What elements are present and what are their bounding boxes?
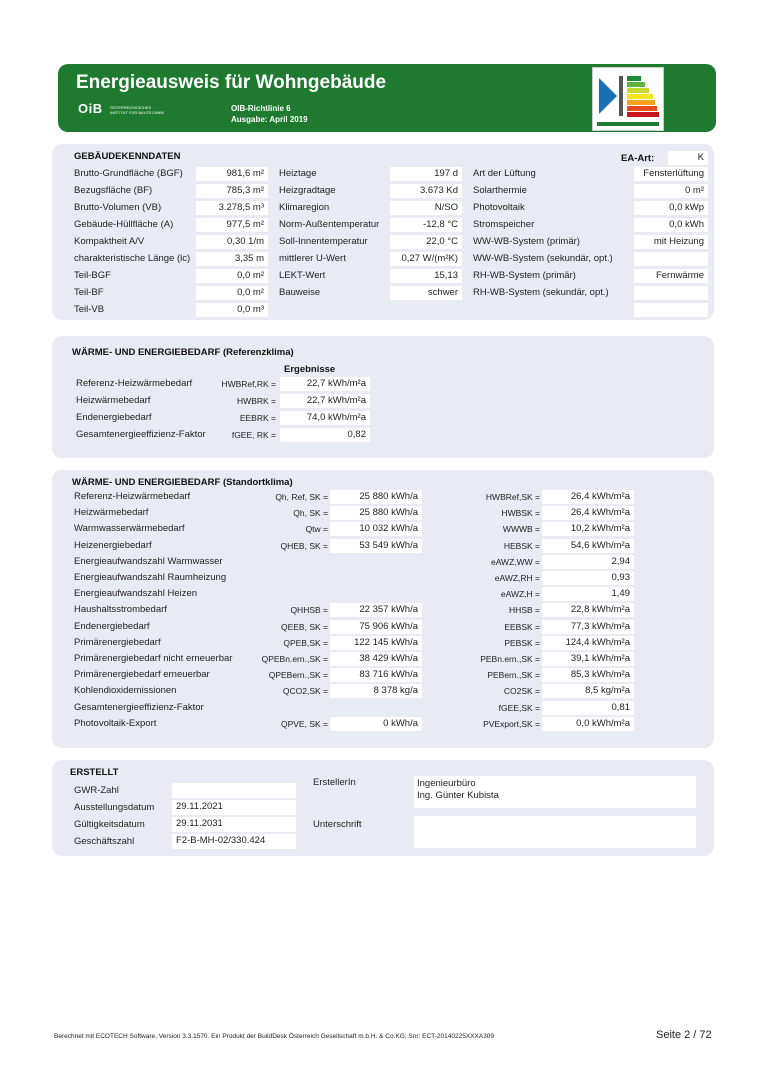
site-row-value-total: 75 906 kWh/a — [330, 620, 422, 634]
created-row-value: 29.11.2031 — [172, 817, 296, 832]
climate-field-label: Heiztage — [279, 168, 317, 179]
site-row-value-specific: 0,0 kWh/m²a — [542, 717, 634, 731]
site-row-value-total: 122 145 kWh/a — [330, 636, 422, 650]
site-row-value-specific: 2,94 — [542, 555, 634, 569]
climate-field-value: schwer — [390, 286, 462, 300]
reference-row-value: 22,7 kWh/m²a — [280, 394, 370, 408]
issuer-line-1: Ingenieurbüro — [417, 778, 476, 789]
climate-field-label: Soll-Innentemperatur — [279, 236, 368, 247]
building-field-label: Kompaktheit A/V — [74, 236, 145, 247]
system-field-label: Photovoltaik — [473, 202, 525, 213]
site-row-symbol-specific: HHSB = — [509, 605, 540, 616]
site-row-symbol-total: QHEB, SK = — [280, 540, 328, 551]
site-row-value-specific: 0,93 — [542, 571, 634, 585]
site-row-value-specific: 0,81 — [542, 701, 634, 715]
site-row-label: Primärenergiebedarf — [74, 636, 161, 648]
site-row-value-total: 8 378 kg/a — [330, 684, 422, 698]
system-field-label: RH-WB-System (sekundär, opt.) — [473, 287, 609, 298]
building-data-title: GEBÄUDEKENNDATEN — [74, 151, 181, 162]
site-row-label: Haushaltsstrombedarf — [74, 604, 167, 616]
system-field-label: Solarthermie — [473, 185, 527, 196]
climate-field-value: N/SO — [390, 201, 462, 215]
site-row-symbol-total: QCO2,SK = — [282, 686, 328, 697]
site-row-symbol-total: QPVE, SK = — [280, 718, 328, 729]
site-row-label: Warmwasserwärmebedarf — [74, 523, 185, 535]
site-row-label: Energieaufwandszahl Heizen — [74, 588, 198, 600]
site-row-value-specific: 26,4 kWh/m²a — [542, 506, 634, 520]
reference-row-value: 22,7 kWh/m²a — [280, 377, 370, 391]
site-row-symbol-specific: eAWZ,WW = — [490, 556, 540, 567]
building-field-value: 0,0 m² — [196, 269, 268, 283]
system-field-label: Art der Lüftung — [473, 168, 536, 179]
site-row-value-specific: 26,4 kWh/m²a — [542, 490, 634, 504]
building-field-value: 785,3 m² — [196, 184, 268, 198]
created-row-label: GWR-Zahl — [74, 785, 119, 796]
site-row-symbol-specific: eAWZ,RH = — [494, 573, 540, 583]
created-row-value — [172, 783, 296, 798]
reference-row-symbol: fGEE, RK = — [231, 430, 276, 440]
site-row-label: Heizenergiebedarf — [74, 539, 152, 551]
site-row-symbol-specific: WWWB = — [502, 524, 540, 535]
oib-logo-subtitle: ÖSTERREICHISCHES INSTITUT FÜR BAUTECHNIK — [110, 105, 165, 115]
climate-field-value: 197 d — [390, 167, 462, 181]
site-row-label: Kohlendioxidemissionen — [74, 685, 177, 697]
climate-field-label: LEKT-Wert — [279, 270, 326, 281]
site-row-symbol-total: Qh, Ref, SK = — [275, 492, 328, 502]
building-field-label: Gebäude-Hüllfläche (A) — [74, 219, 174, 230]
results-header: Ergebnisse — [284, 364, 336, 375]
site-row-symbol-total: QHHSB = — [290, 605, 328, 616]
building-field-label: Bezugsfläche (BF) — [74, 185, 153, 196]
site-row-value-total: 0 kWh/a — [330, 717, 422, 731]
site-row-value-total: 38 429 kWh/a — [330, 652, 422, 666]
reference-row-label: Heizwärmebedarf — [76, 395, 151, 406]
climate-field-label: Klimaregion — [279, 202, 330, 213]
site-row-symbol-specific: PEBSK = — [504, 637, 540, 648]
climate-field-label: Heizgradtage — [279, 185, 336, 196]
system-field-value — [634, 286, 708, 300]
created-row-label: Gültigkeitsdatum — [74, 819, 145, 830]
document-title: Energieausweis für Wohngebäude — [76, 72, 387, 93]
site-row-symbol-specific: eAWZ,H = — [500, 589, 540, 600]
site-row-label: Primärenergiebedarf erneuerbar — [74, 669, 210, 681]
building-field-value: 981,6 m² — [196, 167, 268, 181]
site-row-symbol-total: QEEB, SK = — [280, 621, 328, 632]
building-field-value: 0,0 m³ — [196, 303, 268, 317]
site-row-value-specific: 54,6 kWh/m²a — [542, 539, 634, 553]
climate-field-value: 15,13 — [390, 269, 462, 283]
climate-field-value: 3.673 Kd — [390, 184, 462, 198]
site-row-symbol-total: Qtw = — [305, 524, 328, 535]
system-field-empty — [634, 303, 708, 317]
created-row-label: Geschäftszahl — [74, 836, 135, 847]
site-row-value-total: 22 357 kWh/a — [330, 603, 422, 617]
site-row-value-total: 25 880 kWh/a — [330, 506, 422, 520]
system-field-value: 0,0 kWh — [634, 218, 708, 232]
site-row-value-specific: 1,49 — [542, 587, 634, 601]
reference-row-label: Endenergiebedarf — [76, 412, 152, 423]
created-row-label: Ausstellungsdatum — [74, 802, 155, 813]
site-row-value-specific: 22,8 kWh/m²a — [542, 603, 634, 617]
system-field-label: WW-WB-System (sekundär, opt.) — [473, 253, 613, 264]
site-row-symbol-specific: PEBern.,SK = — [487, 670, 540, 681]
site-row-symbol-total: QPEB,SK = — [283, 637, 328, 648]
guideline-label: OIB-Richtlinie 6 — [231, 104, 291, 113]
signature-label: Unterschrift — [313, 819, 362, 830]
site-row-label: Gesamtenergieeffizienz-Faktor — [74, 701, 204, 713]
system-field-label: RH-WB-System (primär) — [473, 270, 576, 281]
created-row-value: 29.11.2021 — [172, 800, 296, 815]
site-row-label: Heizwärmebedarf — [74, 507, 149, 519]
site-row-symbol-specific: HWBRef,SK = — [485, 492, 540, 502]
site-row-symbol-specific: PEBn.ern.,SK = — [480, 654, 540, 664]
climate-field-label: Norm-Außentemperatur — [279, 219, 380, 230]
climate-field-label: Bauweise — [279, 287, 321, 298]
site-row-label: Primärenergiebedarf nicht erneuerbar — [74, 653, 233, 664]
site-row-symbol-specific: EEBSK = — [504, 621, 540, 632]
page-number: Seite 2 / 72 — [656, 1029, 712, 1041]
oib-logo: OiB — [78, 101, 103, 116]
system-field-value — [634, 252, 708, 266]
site-row-value-specific: 85,3 kWh/m²a — [542, 668, 634, 682]
building-field-value: 3.278,5 m³ — [196, 201, 268, 215]
building-field-label: Teil-VB — [74, 304, 105, 315]
ea-art-label: EA-Art: — [621, 153, 655, 164]
site-row-symbol-specific: PVExport,SK = — [483, 718, 540, 729]
reference-row-symbol: EEBRK = — [239, 413, 276, 423]
site-row-value-specific: 10,2 kWh/m²a — [542, 522, 634, 536]
site-row-symbol-total: QPEBn.ern.,SK = — [261, 654, 328, 664]
signature-box — [414, 816, 696, 848]
site-row-symbol-specific: CO2SK = — [503, 686, 540, 697]
system-field-value: 0,0 kWp — [634, 201, 708, 215]
building-field-label: charakteristische Länge (lc) — [74, 253, 191, 264]
ea-art-value: K — [668, 151, 708, 165]
created-row-value: F2-B-MH-02/330.424 — [172, 834, 296, 849]
reference-row-value: 0,82 — [280, 428, 370, 442]
building-field-label: Teil-BF — [74, 287, 104, 298]
issuer-label: ErstellerIn — [313, 777, 356, 788]
climate-field-value: 0,27 W/(m²K) — [390, 252, 462, 266]
reference-row-label: Referenz-Heizwärmebedarf — [76, 378, 193, 389]
building-field-label: Teil-BGF — [74, 270, 111, 281]
building-field-value: 3,35 m — [196, 252, 268, 266]
reference-row-value: 74,0 kWh/m²a — [280, 411, 370, 425]
footer-text: Berechnet mit ECOTECH Software, Version 3.3.1570. Ein Produkt der BuildDesk Österreich Gesellschaft m.b.H. & Co.KG; Snr: ECT-20140225XXXA309 — [54, 1033, 495, 1040]
building-field-value: 0,0 m² — [196, 286, 268, 300]
edition-label: Ausgabe: April 2019 — [231, 115, 308, 124]
building-field-value: 977,5 m² — [196, 218, 268, 232]
site-row-value-specific: 8,5 kg/m²a — [542, 684, 634, 698]
reference-row-symbol: HWBRK = — [237, 396, 276, 406]
reference-row-label: Gesamtenergieeffizienz-Faktor — [76, 429, 206, 440]
site-row-symbol-specific: HWBSK = — [501, 508, 540, 519]
system-field-label: WW-WB-System (primär) — [473, 236, 580, 247]
site-row-value-total: 10 032 kWh/a — [330, 522, 422, 536]
climate-field-value: -12,8 °C — [390, 218, 462, 232]
site-row-value-specific: 124,4 kWh/m²a — [542, 636, 634, 650]
reference-climate-title: WÄRME- UND ENERGIEBEDARF (Referenzklima) — [72, 347, 294, 358]
issuer-box — [414, 776, 696, 808]
site-row-symbol-total: Qh, SK = — [293, 508, 328, 519]
site-row-value-specific: 77,3 kWh/m²a — [542, 620, 634, 634]
issuer-line-2: Ing. Günter Kubista — [417, 790, 499, 801]
system-field-value: Fensterlüftung — [634, 167, 708, 181]
system-field-value: Fernwärme — [634, 269, 708, 283]
site-climate-title: WÄRME- UND ENERGIEBEDARF (Standortklima) — [72, 477, 293, 488]
reference-row-symbol: HWBRef,RK = — [221, 379, 276, 389]
system-field-value: mit Heizung — [634, 235, 708, 249]
site-row-symbol-specific: HEBSK = — [503, 540, 540, 551]
site-row-value-specific: 39,1 kWh/m²a — [542, 652, 634, 666]
system-field-label: Stromspeicher — [473, 219, 535, 230]
site-row-label: Energieaufwandszahl Raumheizung — [74, 572, 227, 583]
building-field-value: 0,30 1/m — [196, 235, 268, 249]
site-row-value-total: 25 880 kWh/a — [330, 490, 422, 504]
created-title: ERSTELLT — [70, 767, 119, 778]
energy-scale-icon — [593, 68, 663, 130]
site-row-symbol-specific: fGEE,SK = — [498, 702, 540, 713]
energy-scale-badge — [592, 67, 664, 131]
site-row-value-total: 53 549 kWh/a — [330, 539, 422, 553]
building-field-label: Brutto-Grundfläche (BGF) — [74, 168, 183, 179]
site-row-label: Energieaufwandszahl Warmwasser — [74, 555, 223, 567]
climate-field-value: 22,0 °C — [390, 235, 462, 249]
site-row-label: Endenergiebedarf — [74, 620, 150, 632]
site-row-label: Photovoltaik-Export — [74, 717, 157, 729]
site-row-symbol-total: QPEBern.,SK = — [268, 670, 328, 681]
building-field-label: Brutto-Volumen (VB) — [74, 202, 162, 213]
climate-field-label: mittlerer U-Wert — [279, 253, 346, 264]
system-field-value: 0 m² — [634, 184, 708, 198]
site-row-label: Referenz-Heizwärmebedarf — [74, 491, 191, 502]
site-row-value-total: 83 716 kWh/a — [330, 668, 422, 682]
